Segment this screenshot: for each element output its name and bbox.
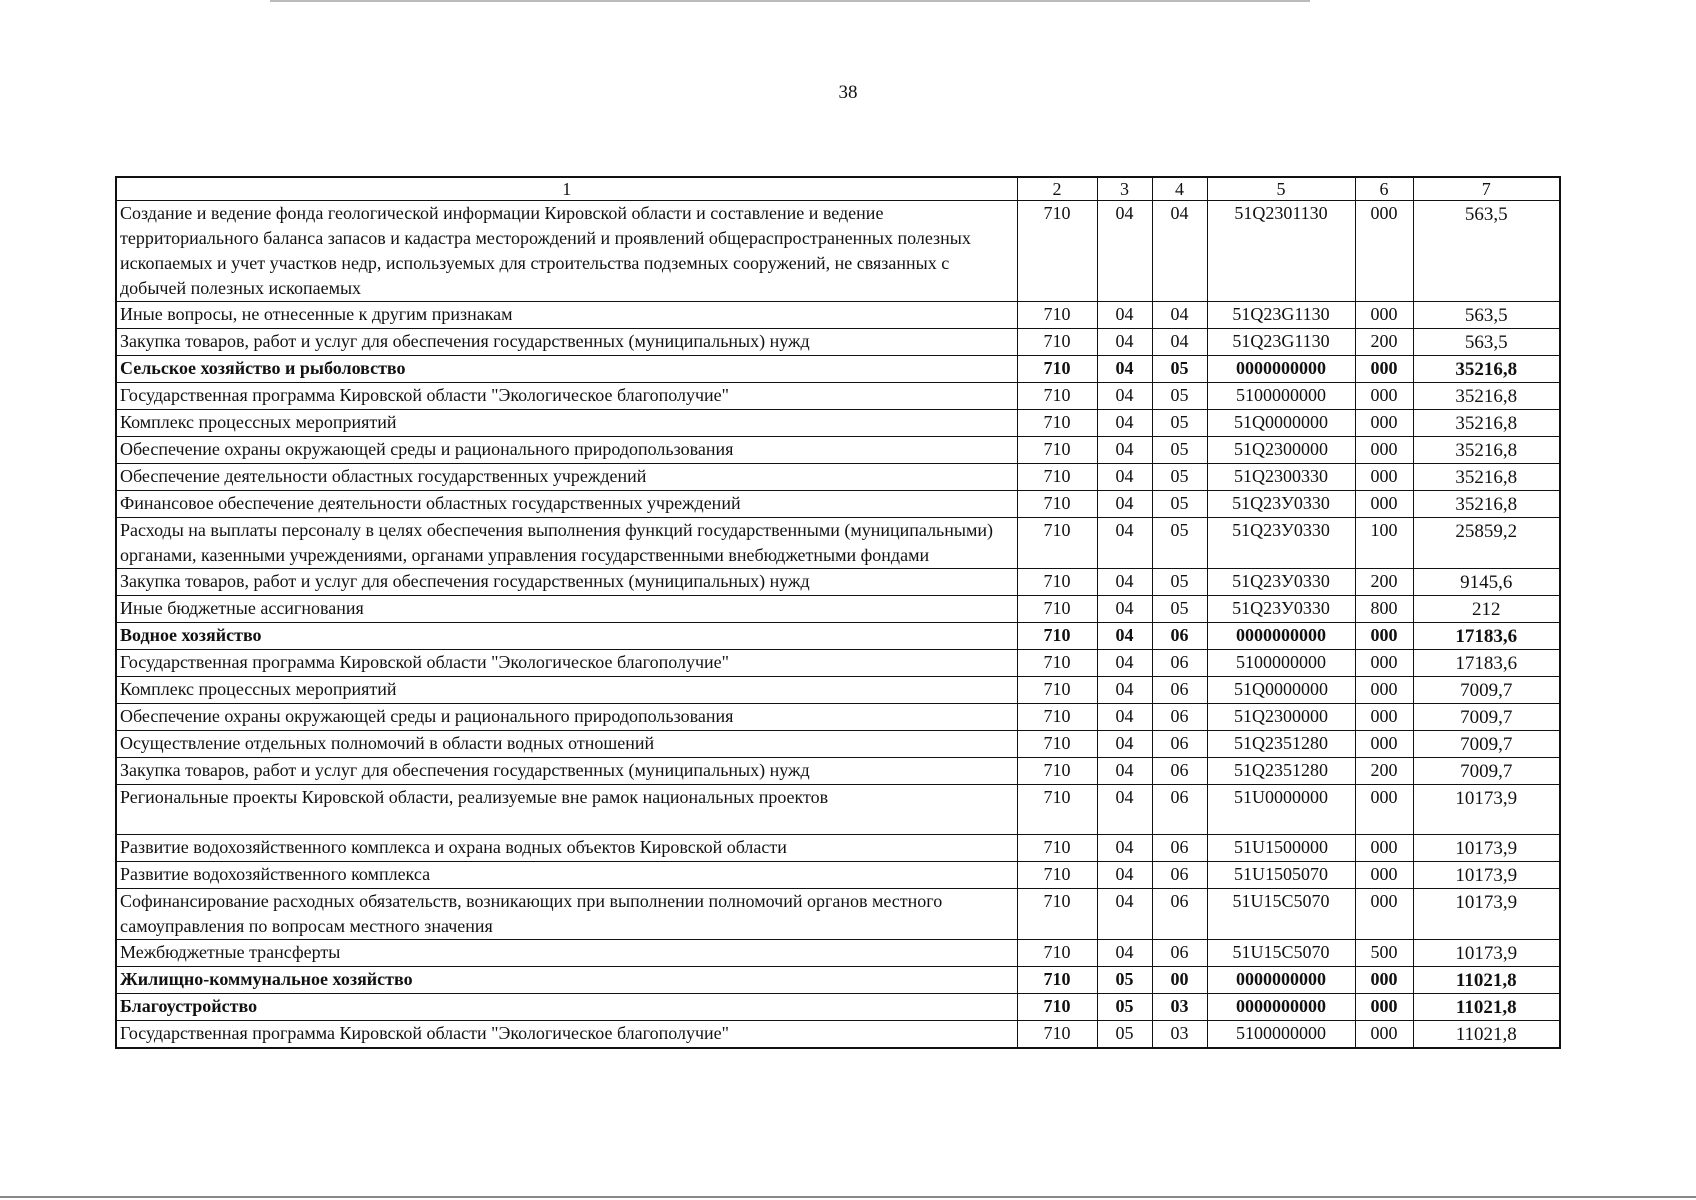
scan-bottom-edge (0, 1196, 1696, 1198)
row-target-article-cell: 51Q23У0330 (1207, 569, 1355, 596)
row-code-gr-cell: 710 (1017, 758, 1097, 785)
row-section-cell: 04 (1097, 201, 1152, 302)
row-section-cell: 04 (1097, 437, 1152, 464)
table-row (116, 569, 1560, 596)
row-code-gr-cell: 710 (1017, 889, 1097, 940)
row-code-gr-cell: 710 (1017, 731, 1097, 758)
row-section-cell: 04 (1097, 835, 1152, 862)
row-subsection-cell: 05 (1152, 410, 1207, 437)
row-name-cell: Софинансирование расходных обязательств, возникающих при выполнении полномочий органов местного самоуправления по вопросам местного значения (116, 889, 1017, 940)
row-section-cell: 04 (1097, 518, 1152, 569)
row-target-article-cell: 51U0000000 (1207, 785, 1355, 835)
row-subsection-cell: 03 (1152, 994, 1207, 1021)
row-code-gr-cell: 710 (1017, 383, 1097, 410)
row-expense-type-cell: 200 (1355, 569, 1413, 596)
row-expense-type-cell: 000 (1355, 785, 1413, 835)
row-amount-cell: 10173,9 (1413, 835, 1560, 862)
table-row (116, 596, 1560, 623)
row-amount-cell: 563,5 (1413, 302, 1560, 329)
row-target-article-cell: 51U1500000 (1207, 835, 1355, 862)
table-row (116, 758, 1560, 785)
row-code-gr-cell: 710 (1017, 201, 1097, 302)
row-expense-type-cell: 000 (1355, 704, 1413, 731)
row-subsection-cell: 06 (1152, 731, 1207, 758)
row-name-cell: Комплекс процессных мероприятий (116, 410, 1017, 437)
row-target-article-cell: 51Q0000000 (1207, 677, 1355, 704)
row-subsection-cell: 06 (1152, 758, 1207, 785)
row-code-gr-cell: 710 (1017, 704, 1097, 731)
column-header-7: 7 (1413, 177, 1560, 201)
row-code-gr-cell: 710 (1017, 994, 1097, 1021)
row-name-cell: Благоустройство (116, 994, 1017, 1021)
row-section-cell: 05 (1097, 1021, 1152, 1049)
row-target-article-cell: 0000000000 (1207, 623, 1355, 650)
row-target-article-cell: 5100000000 (1207, 383, 1355, 410)
row-name-cell: Закупка товаров, работ и услуг для обеспечения государственных (муниципальных) нужд (116, 758, 1017, 785)
row-target-article-cell: 51Q23У0330 (1207, 596, 1355, 623)
row-section-cell: 04 (1097, 383, 1152, 410)
scan-top-edge (270, 0, 1310, 2)
row-subsection-cell: 06 (1152, 650, 1207, 677)
row-target-article-cell: 51U1505070 (1207, 862, 1355, 889)
row-amount-cell: 35216,8 (1413, 464, 1560, 491)
row-section-cell: 04 (1097, 731, 1152, 758)
row-section-cell: 04 (1097, 302, 1152, 329)
row-subsection-cell: 06 (1152, 704, 1207, 731)
row-expense-type-cell: 000 (1355, 383, 1413, 410)
row-target-article-cell: 51Q23У0330 (1207, 491, 1355, 518)
table-body (116, 201, 1560, 1049)
row-target-article-cell: 0000000000 (1207, 967, 1355, 994)
row-subsection-cell: 03 (1152, 1021, 1207, 1049)
row-section-cell: 04 (1097, 356, 1152, 383)
column-header-1: 1 (116, 177, 1017, 201)
budget-table (115, 176, 1561, 1049)
row-expense-type-cell: 000 (1355, 862, 1413, 889)
row-amount-cell: 17183,6 (1413, 623, 1560, 650)
row-code-gr-cell: 710 (1017, 862, 1097, 889)
row-name-cell: Сельское хозяйство и рыболовство (116, 356, 1017, 383)
table-row (116, 785, 1560, 835)
row-target-article-cell: 5100000000 (1207, 650, 1355, 677)
row-subsection-cell: 06 (1152, 835, 1207, 862)
column-header-6: 6 (1355, 177, 1413, 201)
row-amount-cell: 563,5 (1413, 201, 1560, 302)
row-name-cell: Иные бюджетные ассигнования (116, 596, 1017, 623)
row-target-article-cell: 51Q2300000 (1207, 704, 1355, 731)
row-amount-cell: 10173,9 (1413, 889, 1560, 940)
row-name-cell: Региональные проекты Кировской области, реализуемые вне рамок национальных проектов (116, 785, 1017, 835)
row-subsection-cell: 05 (1152, 383, 1207, 410)
row-amount-cell: 35216,8 (1413, 437, 1560, 464)
row-target-article-cell: 51U15C5070 (1207, 889, 1355, 940)
table-row (116, 383, 1560, 410)
row-section-cell: 04 (1097, 569, 1152, 596)
row-target-article-cell: 51Q2351280 (1207, 731, 1355, 758)
row-code-gr-cell: 710 (1017, 410, 1097, 437)
row-section-cell: 04 (1097, 889, 1152, 940)
row-code-gr-cell: 710 (1017, 785, 1097, 835)
row-amount-cell: 10173,9 (1413, 785, 1560, 835)
row-section-cell: 05 (1097, 967, 1152, 994)
table-row (116, 410, 1560, 437)
row-amount-cell: 35216,8 (1413, 491, 1560, 518)
column-header-4: 4 (1152, 177, 1207, 201)
table-row (116, 329, 1560, 356)
row-amount-cell: 11021,8 (1413, 1021, 1560, 1049)
row-name-cell: Развитие водохозяйственного комплекса и охрана водных объектов Кировской области (116, 835, 1017, 862)
row-code-gr-cell: 710 (1017, 329, 1097, 356)
row-subsection-cell: 05 (1152, 596, 1207, 623)
table-row (116, 464, 1560, 491)
row-code-gr-cell: 710 (1017, 677, 1097, 704)
row-section-cell: 04 (1097, 940, 1152, 967)
row-section-cell: 04 (1097, 410, 1152, 437)
row-subsection-cell: 06 (1152, 940, 1207, 967)
row-expense-type-cell: 000 (1355, 835, 1413, 862)
row-subsection-cell: 06 (1152, 862, 1207, 889)
row-target-article-cell: 51Q23G1130 (1207, 329, 1355, 356)
row-code-gr-cell: 710 (1017, 623, 1097, 650)
row-subsection-cell: 04 (1152, 302, 1207, 329)
row-expense-type-cell: 000 (1355, 356, 1413, 383)
row-amount-cell: 7009,7 (1413, 731, 1560, 758)
row-target-article-cell: 51Q2300330 (1207, 464, 1355, 491)
row-expense-type-cell: 000 (1355, 437, 1413, 464)
row-name-cell: Финансовое обеспечение деятельности областных государственных учреждений (116, 491, 1017, 518)
row-amount-cell: 25859,2 (1413, 518, 1560, 569)
row-amount-cell: 7009,7 (1413, 758, 1560, 785)
row-name-cell: Закупка товаров, работ и услуг для обеспечения государственных (муниципальных) нужд (116, 569, 1017, 596)
row-code-gr-cell: 710 (1017, 569, 1097, 596)
row-code-gr-cell: 710 (1017, 302, 1097, 329)
row-section-cell: 04 (1097, 596, 1152, 623)
row-section-cell: 04 (1097, 650, 1152, 677)
row-amount-cell: 11021,8 (1413, 994, 1560, 1021)
row-section-cell: 04 (1097, 677, 1152, 704)
row-target-article-cell: 51U15C5070 (1207, 940, 1355, 967)
row-subsection-cell: 06 (1152, 785, 1207, 835)
row-section-cell: 04 (1097, 704, 1152, 731)
row-name-cell: Расходы на выплаты персоналу в целях обеспечения выполнения функций государственными (муниципальными) органами, казенными учреждениями, органами управления государственными внебюджетными фондами (116, 518, 1017, 569)
row-target-article-cell: 51Q2351280 (1207, 758, 1355, 785)
row-amount-cell: 9145,6 (1413, 569, 1560, 596)
table-row (116, 704, 1560, 731)
column-header-3: 3 (1097, 177, 1152, 201)
table-row (116, 518, 1560, 569)
row-expense-type-cell: 800 (1355, 596, 1413, 623)
table-row (116, 201, 1560, 302)
row-amount-cell: 10173,9 (1413, 940, 1560, 967)
row-name-cell: Межбюджетные трансферты (116, 940, 1017, 967)
row-code-gr-cell: 710 (1017, 437, 1097, 464)
row-target-article-cell: 51Q23G1130 (1207, 302, 1355, 329)
row-subsection-cell: 06 (1152, 889, 1207, 940)
row-name-cell: Водное хозяйство (116, 623, 1017, 650)
row-expense-type-cell: 000 (1355, 650, 1413, 677)
row-code-gr-cell: 710 (1017, 596, 1097, 623)
row-expense-type-cell: 000 (1355, 994, 1413, 1021)
row-name-cell: Обеспечение деятельности областных государственных учреждений (116, 464, 1017, 491)
row-amount-cell: 35216,8 (1413, 410, 1560, 437)
row-amount-cell: 35216,8 (1413, 356, 1560, 383)
table-row (116, 862, 1560, 889)
table-row (116, 437, 1560, 464)
row-amount-cell: 563,5 (1413, 329, 1560, 356)
row-expense-type-cell: 000 (1355, 464, 1413, 491)
table-row (116, 491, 1560, 518)
row-expense-type-cell: 000 (1355, 967, 1413, 994)
row-amount-cell: 17183,6 (1413, 650, 1560, 677)
row-name-cell: Обеспечение охраны окружающей среды и рационального природопользования (116, 704, 1017, 731)
row-section-cell: 04 (1097, 491, 1152, 518)
row-expense-type-cell: 500 (1355, 940, 1413, 967)
row-code-gr-cell: 710 (1017, 967, 1097, 994)
row-expense-type-cell: 100 (1355, 518, 1413, 569)
row-name-cell: Иные вопросы, не отнесенные к другим признакам (116, 302, 1017, 329)
row-code-gr-cell: 710 (1017, 356, 1097, 383)
row-section-cell: 04 (1097, 862, 1152, 889)
row-subsection-cell: 05 (1152, 464, 1207, 491)
row-expense-type-cell: 000 (1355, 889, 1413, 940)
row-subsection-cell: 00 (1152, 967, 1207, 994)
row-name-cell: Жилищно-коммунальное хозяйство (116, 967, 1017, 994)
column-header-5: 5 (1207, 177, 1355, 201)
table-row (116, 1021, 1560, 1049)
row-target-article-cell: 51Q2301130 (1207, 201, 1355, 302)
row-section-cell: 04 (1097, 623, 1152, 650)
table-row (116, 967, 1560, 994)
row-code-gr-cell: 710 (1017, 940, 1097, 967)
row-subsection-cell: 05 (1152, 518, 1207, 569)
row-target-article-cell: 0000000000 (1207, 994, 1355, 1021)
row-subsection-cell: 05 (1152, 491, 1207, 518)
row-amount-cell: 35216,8 (1413, 383, 1560, 410)
row-amount-cell: 7009,7 (1413, 704, 1560, 731)
row-section-cell: 04 (1097, 785, 1152, 835)
row-name-cell: Развитие водохозяйственного комплекса (116, 862, 1017, 889)
row-subsection-cell: 04 (1152, 201, 1207, 302)
row-subsection-cell: 05 (1152, 437, 1207, 464)
row-name-cell: Государственная программа Кировской области "Экологическое благополучие" (116, 650, 1017, 677)
table-row (116, 940, 1560, 967)
table-row (116, 302, 1560, 329)
row-name-cell: Осуществление отдельных полномочий в области водных отношений (116, 731, 1017, 758)
row-target-article-cell: 51Q2300000 (1207, 437, 1355, 464)
row-subsection-cell: 05 (1152, 356, 1207, 383)
row-code-gr-cell: 710 (1017, 464, 1097, 491)
header-row (116, 177, 1560, 201)
column-header-2: 2 (1017, 177, 1097, 201)
row-subsection-cell: 06 (1152, 677, 1207, 704)
row-name-cell: Государственная программа Кировской области "Экологическое благополучие" (116, 383, 1017, 410)
table-row (116, 677, 1560, 704)
row-name-cell: Государственная программа Кировской области "Экологическое благополучие" (116, 1021, 1017, 1049)
table-row (116, 623, 1560, 650)
table-row (116, 889, 1560, 940)
row-amount-cell: 10173,9 (1413, 862, 1560, 889)
row-section-cell: 04 (1097, 758, 1152, 785)
row-code-gr-cell: 710 (1017, 650, 1097, 677)
row-expense-type-cell: 000 (1355, 1021, 1413, 1049)
table-row (116, 835, 1560, 862)
row-target-article-cell: 5100000000 (1207, 1021, 1355, 1049)
row-expense-type-cell: 000 (1355, 623, 1413, 650)
row-name-cell: Обеспечение охраны окружающей среды и рационального природопользования (116, 437, 1017, 464)
row-expense-type-cell: 000 (1355, 491, 1413, 518)
row-target-article-cell: 0000000000 (1207, 356, 1355, 383)
row-subsection-cell: 05 (1152, 569, 1207, 596)
row-section-cell: 04 (1097, 464, 1152, 491)
row-section-cell: 05 (1097, 994, 1152, 1021)
row-expense-type-cell: 200 (1355, 758, 1413, 785)
table-row (116, 650, 1560, 677)
row-amount-cell: 212 (1413, 596, 1560, 623)
row-expense-type-cell: 000 (1355, 302, 1413, 329)
row-name-cell: Комплекс процессных мероприятий (116, 677, 1017, 704)
row-name-cell: Закупка товаров, работ и услуг для обеспечения государственных (муниципальных) нужд (116, 329, 1017, 356)
row-code-gr-cell: 710 (1017, 835, 1097, 862)
row-code-gr-cell: 710 (1017, 491, 1097, 518)
row-expense-type-cell: 200 (1355, 329, 1413, 356)
page-number: 38 (838, 82, 858, 103)
row-subsection-cell: 06 (1152, 623, 1207, 650)
row-name-cell: Создание и ведение фонда геологической информации Кировской области и составление и ведение территориального баланса запасов и кадастра месторождений и проявлений общераспространенных полезных ископаемых и учет участков недр, используемых для строительства подземных сооружений, не связанных с добычей полезных ископаемых (116, 201, 1017, 302)
row-expense-type-cell: 000 (1355, 410, 1413, 437)
row-expense-type-cell: 000 (1355, 731, 1413, 758)
row-target-article-cell: 51Q0000000 (1207, 410, 1355, 437)
row-expense-type-cell: 000 (1355, 201, 1413, 302)
row-amount-cell: 11021,8 (1413, 967, 1560, 994)
row-target-article-cell: 51Q23У0330 (1207, 518, 1355, 569)
row-subsection-cell: 04 (1152, 329, 1207, 356)
row-expense-type-cell: 000 (1355, 677, 1413, 704)
row-section-cell: 04 (1097, 329, 1152, 356)
row-code-gr-cell: 710 (1017, 518, 1097, 569)
row-amount-cell: 7009,7 (1413, 677, 1560, 704)
row-code-gr-cell: 710 (1017, 1021, 1097, 1049)
table-row (116, 731, 1560, 758)
table-row (116, 994, 1560, 1021)
table-row (116, 356, 1560, 383)
